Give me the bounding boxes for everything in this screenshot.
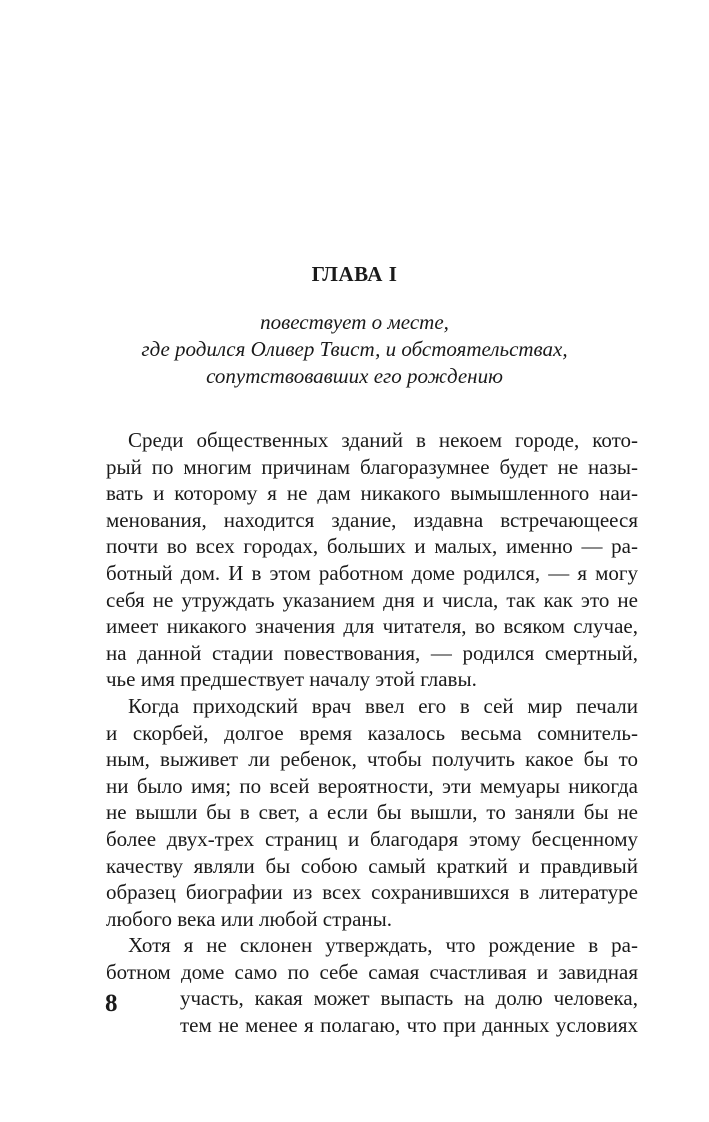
text-line: ботном доме само по себе самая счастливая и завидная — [106, 959, 638, 984]
text-line: чье имя предшествует началу этой главы. — [106, 667, 477, 692]
text-line: и скорбей, долгое время казалось весьма сомнитель- — [106, 720, 638, 745]
page-number: 8 — [105, 990, 118, 1017]
text-line: не вышли бы в свет, а если бы вышли, то заняли бы не — [106, 800, 638, 825]
text-line: имеет никакого значения для читателя, во всяком случае, — [106, 614, 638, 639]
text-line: Когда приходский врач ввел его в сей мир печали — [128, 693, 638, 718]
text-line: рый по многим причинам благоразумнее будет не назы- — [106, 454, 638, 479]
chapter-body-text — [106, 427, 638, 1039]
text-line: любого века или любой страны. — [106, 906, 392, 931]
chapter-subtitle — [0, 309, 709, 390]
text-line: ботный дом. И в этом работном доме родился, — я могу — [106, 560, 638, 585]
text-line: участь, какая может выпасть на долю человека, — [180, 986, 638, 1011]
text-line: качеству являли бы собою самый краткий и правдивый — [106, 853, 638, 878]
subtitle-line: где родился Оливер Твист, и обстоятельствах, — [141, 337, 568, 361]
text-line: Хотя я не склонен утверждать, что рождение в ра- — [128, 933, 638, 958]
text-line: тем не менее я полагаю, что при данных условиях — [180, 1013, 638, 1038]
text-line: почти во всех городах, больших и малых, именно — ра- — [106, 534, 638, 559]
subtitle-line: повествует о месте, — [260, 310, 449, 334]
text-line: более двух-трех страниц и благодаря этому бесценному — [106, 826, 638, 851]
text-line: образец биографии из всех сохранившихся в литературе — [106, 880, 638, 905]
text-line: себя не утруждать указанием дня и числа, так как это не — [106, 587, 638, 612]
text-line: вать и которому я не дам никакого вымышленного наи- — [106, 481, 638, 506]
text-line: Среди общественных зданий в некоем городе, кото- — [128, 428, 638, 452]
text-line: на данной стадии повествования, — родился смертный, — [106, 640, 638, 665]
text-line: ным, выживет ли ребенок, чтобы получить какое бы то — [106, 747, 638, 772]
subtitle-line: сопутствовавших его рождению — [206, 364, 503, 388]
text-line: менования, находится здание, издавна встречающееся — [106, 507, 638, 532]
text-line: ни было имя; по всей вероятности, эти мемуары никогда — [106, 773, 638, 798]
chapter-title: ГЛАВА I — [311, 262, 398, 286]
